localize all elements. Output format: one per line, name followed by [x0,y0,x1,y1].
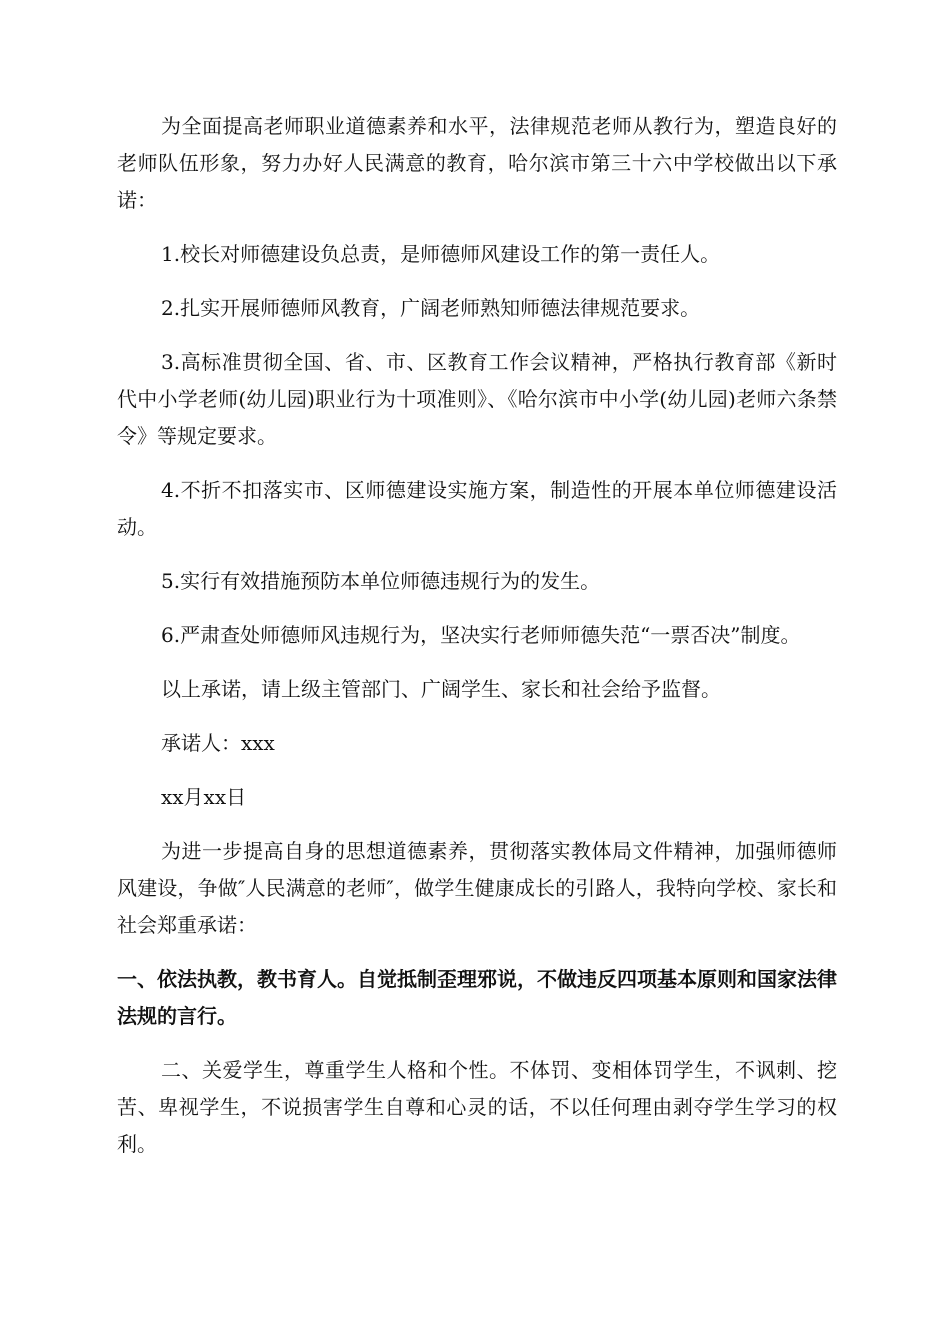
commitment-item-1: 1.校长对师德建设负总责，是师德师风建设工作的第一责任人。 [161,242,721,266]
intro-paragraph: 为全面提高老师职业道德素养和水平，法律规范老师从教行为，塑造良好的老师队伍形象，努力办好人民满意的教育，哈尔滨市第三十六中学校做出以下承诺： [117,114,837,212]
commitment-item-5: 5.实行有效措施预防本单位师德违规行为的发生。 [161,569,601,593]
commitment-item-3: 3.高标准贯彻全国、省、市、区教育工作会议精神，严格执行教育部《新时代中小学老师(幼儿园)职业行为十项准则》、《哈尔滨市中小学(幼儿园)老师六条禁令》等规定要求。 [117,350,837,448]
document-body [117,108,837,1163]
commitment-item-2: 2.扎实开展师德师风教育，广阔老师熟知师德法律规范要求。 [161,296,701,320]
commitment-item-6: 6.严肃查处师德师风违规行为，坚决实行老师师德失范“一票否决”制度。 [161,623,801,647]
date-line: xx月xx日 [161,785,247,809]
commitment-item-4: 4.不折不扣落实市、区师德建设实施方案，制造性的开展本单位师德建设活动。 [117,478,837,539]
section-paragraph-2: 二、关爱学生，尊重学生人格和个性。不体罚、变相体罚学生，不讽刺、挖苦、卑视学生，不说损害学生自尊和心灵的话，不以任何理由剥夺学生学习的权利。 [117,1058,837,1156]
signatory-line: 承诺人：xxx [161,731,275,755]
second-intro-paragraph: 为进一步提高自身的思想道德素养，贯彻落实教体局文件精神，加强师德师风建设，争做″人民满意的老师″，做学生健康成长的引路人，我特向学校、家长和社会郑重承诺： [117,839,837,937]
supervision-paragraph: 以上承诺，请上级主管部门、广阔学生、家长和社会给予监督。 [161,677,721,701]
section-heading-1: 一、依法执教，教书育人。自觉抵制歪理邪说，不做违反四项基本原则和国家法律法规的言行。 [117,967,837,1028]
